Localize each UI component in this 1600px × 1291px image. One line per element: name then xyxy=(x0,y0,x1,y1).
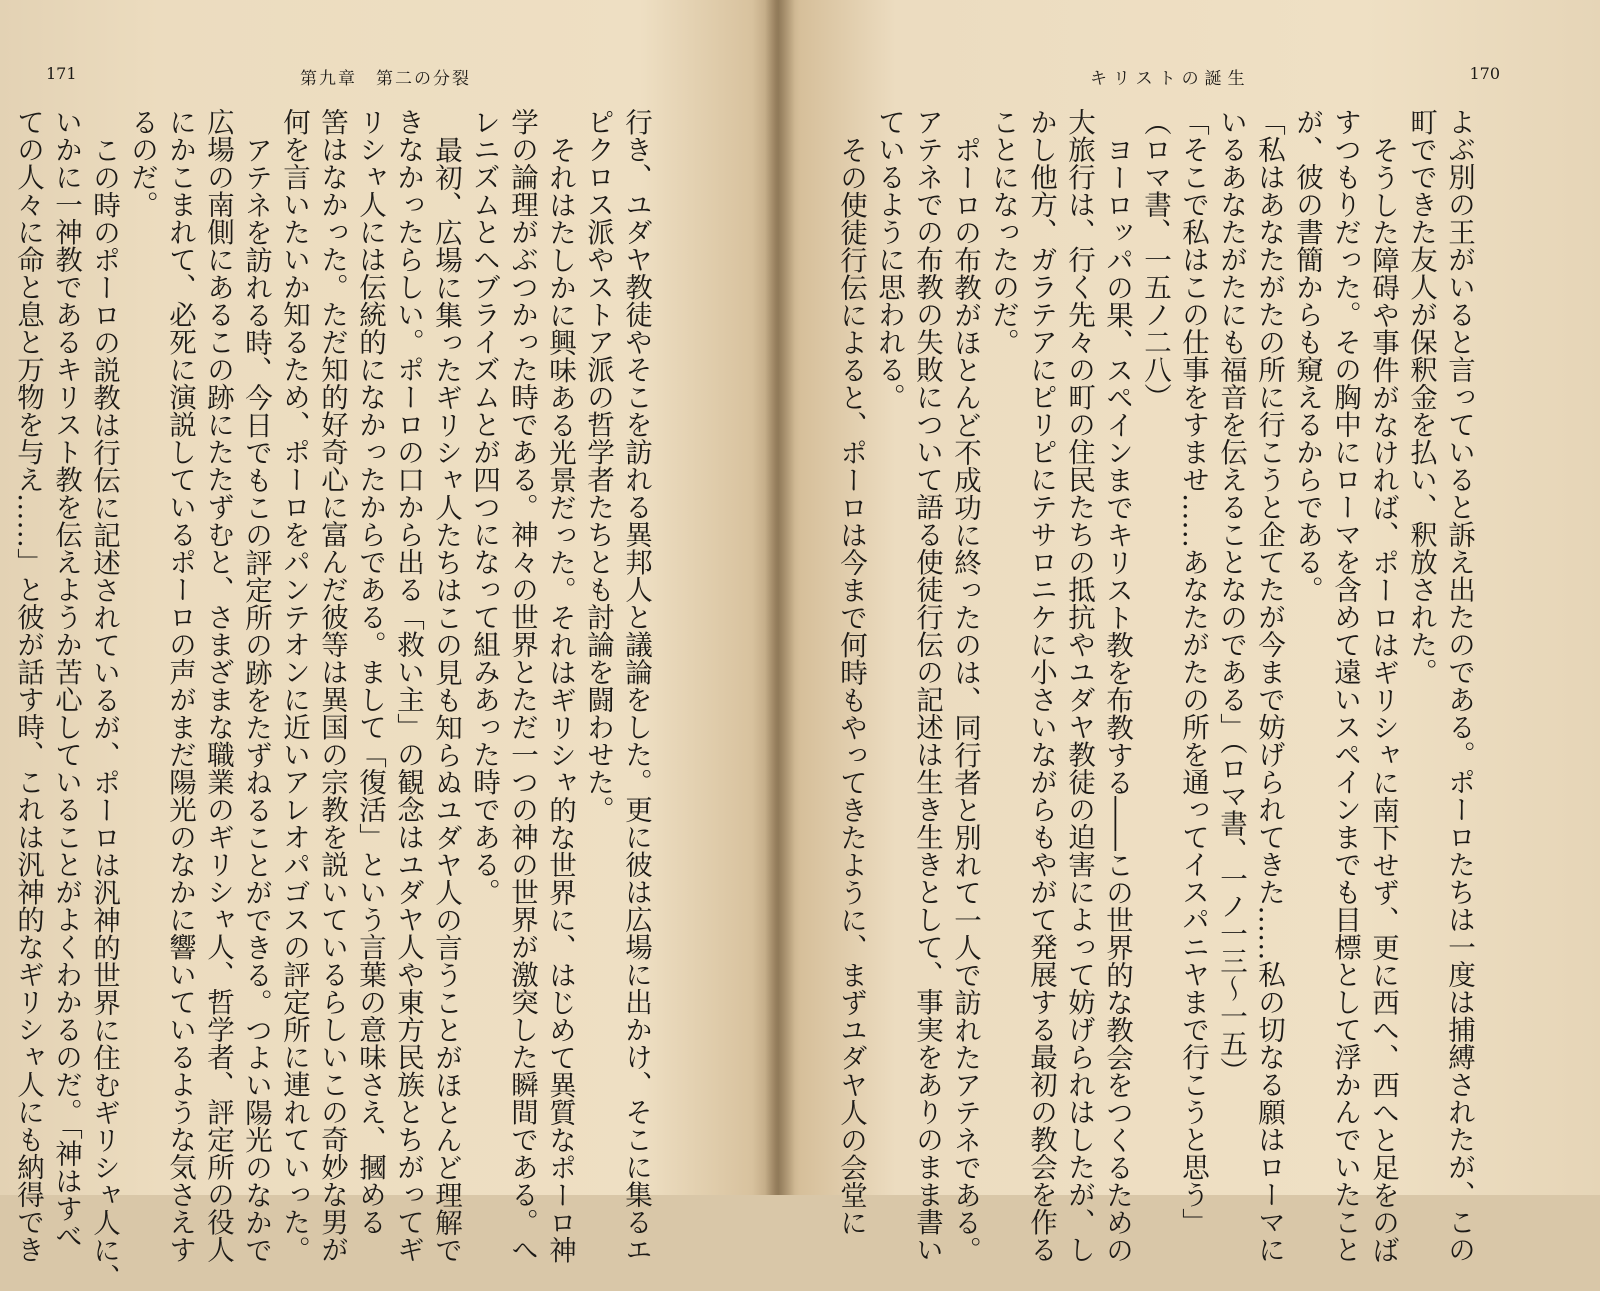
text-line: アテネを訪れる時、今日でもこの評定所の跡をたずねることができる。つよい陽光のなかで xyxy=(240,135,272,1263)
text-line: （ロマ書、一五ノ二八） xyxy=(1139,108,1171,411)
running-head: 第九章 第二の分裂 xyxy=(300,69,471,89)
text-line: そうした障碍や事件がなければ、ポーロはギリシャに南下せず、更に西へ、西へと足をのば xyxy=(1367,135,1399,1263)
text-line: にかこまれて、必死に演説しているポーロの声がまだ陽光のなかに響いているような気さえす xyxy=(164,108,196,1263)
text-line: いかに一神教であるキリスト教を伝えようか苦心していることがよくわかるのだ。「神はすべ xyxy=(50,108,82,1250)
page-number: 171 xyxy=(46,64,77,83)
text-line: いるあなたがたにも福音を伝えることなのである」（ロマ書、一ノ一三〜一五） xyxy=(1215,108,1247,1085)
text-line: 「そこで私はこの仕事をすませ……あなたがたの所を通ってイスパニヤまで行こうと思う」 xyxy=(1177,108,1209,1236)
text-line: ているように思われる。 xyxy=(873,108,905,411)
left-page xyxy=(0,0,780,1291)
body-text xyxy=(12,108,655,1291)
running-head: キリストの誕生 xyxy=(1090,69,1251,89)
text-line: が、彼の書簡からも窺えるからである。 xyxy=(1291,108,1323,603)
text-line: この時のポーロの説教は行伝に記述されているが、ポーロは汎神的世界に住むギリシャ人に、 xyxy=(88,135,120,1291)
text-line: 最初、広場に集ったギリシャ人たちはこの見も知らぬユダヤ人の言うことがほとんど理解で xyxy=(430,135,462,1263)
text-line: すつもりだった。その胸中にローマを含めて遠いスペインまでも目標として浮かんでいたこと xyxy=(1329,108,1361,1263)
text-line: かし他方、ガラテアにピリピにテサロニケに小さいながらもやがて発展する最初の教会を作る xyxy=(1025,108,1057,1263)
text-line: 何を言いたいか知るため、ポーロをパンテオンに近いアレオパゴスの評定所に連れていった。 xyxy=(278,108,310,1263)
text-line: 大旅行は、行く先々の町の住民たちの抵抗やユダヤ教徒の迫害によって妨げられはしたが、し xyxy=(1063,108,1095,1263)
text-line: リシャ人には伝統的になかったからである。まして「復活」という言葉の意味さえ、摑める xyxy=(354,108,386,1236)
text-line: アテネでの布教の失敗について語る使徒行伝の記述は生き生きとして、事実をありのまま書い xyxy=(911,108,943,1263)
text-line: ての人々に命と息と万物を与え……」と彼が話す時、これは汎神的なギリシャ人にも納得でき xyxy=(12,108,44,1263)
text-line: 筈はなかった。ただ知的好奇心に富んだ彼等は異国の宗教を説いているらしいこの奇妙な男が xyxy=(316,108,348,1263)
text-line: ピクロス派やストア派の哲学者たちとも討論を闘わせた。 xyxy=(582,108,614,823)
right-page xyxy=(790,0,1600,1263)
text-line: 広場の南側にあるこの跡にたたずむと、さまざまな職業のギリシャ人、哲学者、評定所の役人 xyxy=(202,108,234,1263)
text-line: よぶ別の王がいると言っていると訴え出たのである。ポーロたちは一度は捕縛されたが、この xyxy=(1443,108,1475,1263)
text-line: 「私はあなたがたの所に行こうと企てたが今まで妨げられてきた……私の切なる願はローマに xyxy=(1253,108,1285,1263)
text-line: レニズムとヘブライズムとが四つになって組みあった時である。 xyxy=(468,108,500,906)
text-line: 行き、ユダヤ教徒やそこを訪れる異邦人と議論をした。更に彼は広場に出かけ、そこに集るエ xyxy=(620,108,652,1263)
text-line: 町でできた友人が保釈金を払い、釈放された。 xyxy=(1405,108,1437,686)
text-line: るのだ。 xyxy=(126,108,158,218)
page-number: 170 xyxy=(1469,64,1500,83)
text-line: ことになったのだ。 xyxy=(987,108,1019,356)
body-text xyxy=(835,108,1478,1263)
text-line: ヨーロッパの果、スペインまでキリスト教を布教する――この世界的な教会をつくるための xyxy=(1101,135,1133,1263)
text-line: 学の論理がぶつかった時である。神々の世界とただ一つの神の世界が激突した瞬間である。へ xyxy=(506,108,538,1263)
text-line: きなかったらしい。ポーロの口から出る「救い主」の観念はユダヤ人や東方民族とちがってギ xyxy=(392,108,424,1263)
text-line: その使徒行伝によると、ポーロは今まで何時もやってきたように、まずユダヤ人の会堂に xyxy=(835,135,867,1236)
text-line: ポーロの布教がほとんど不成功に終ったのは、同行者と別れて一人で訪れたアテネである。 xyxy=(949,135,981,1263)
text-line: それはたしかに興味ある光景だった。それはギリシャ的な世界に、はじめて異質なポーロ神 xyxy=(544,135,576,1263)
